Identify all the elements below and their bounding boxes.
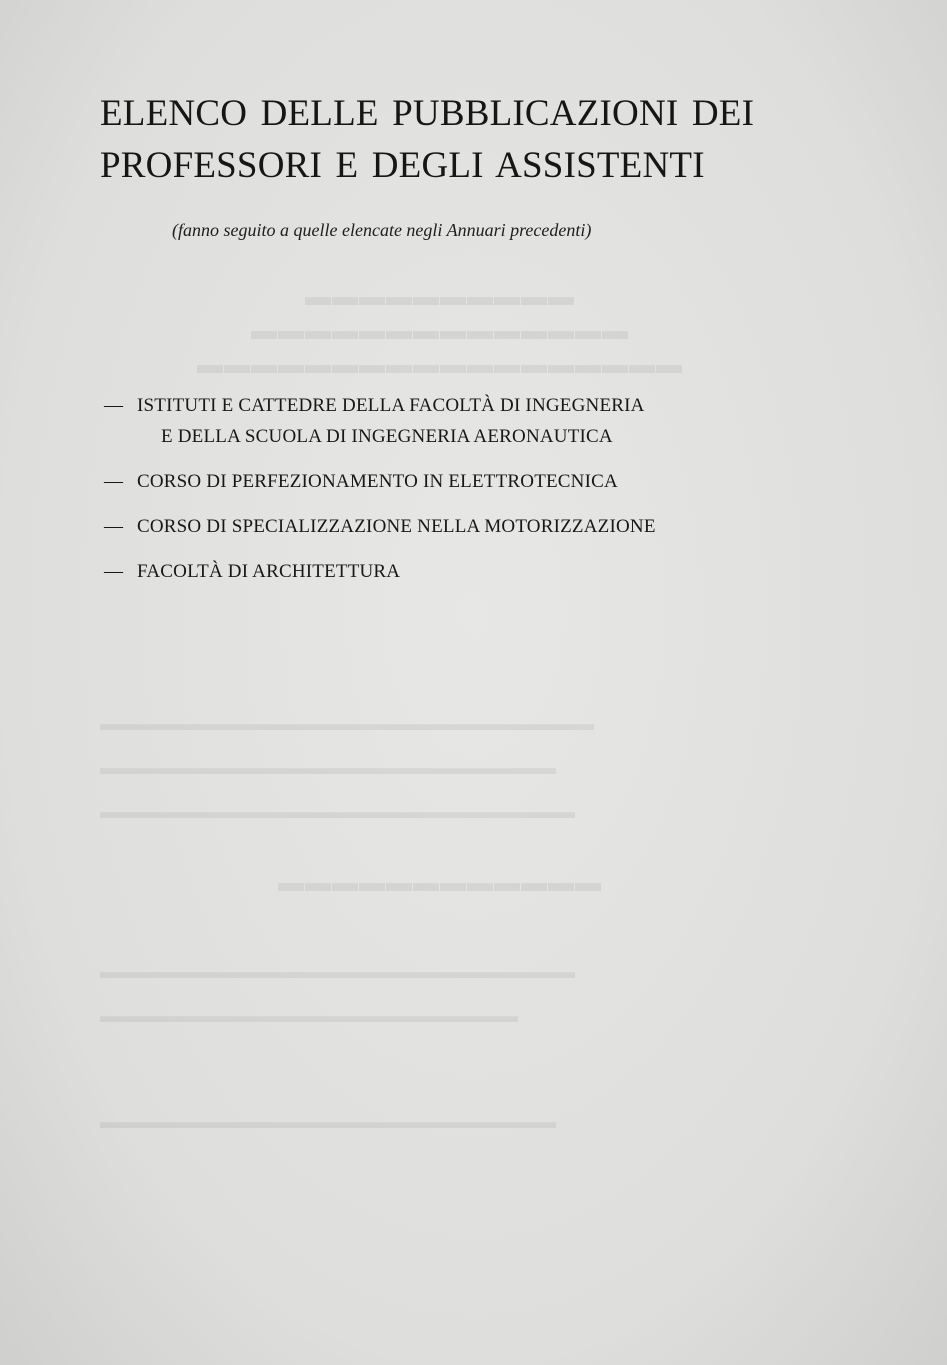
dash-marker: —: [104, 516, 124, 537]
page-title: [100, 88, 780, 192]
show-through-texture: ▬▬▬▬▬▬▬▬▬▬ ▬▬▬▬▬▬▬▬▬▬▬▬▬▬ ▬▬▬▬▬▬▬▬▬▬▬▬▬▬▬▬▬▬ ▬▬▬▬▬▬▬▬▬▬▬▬▬▬▬▬▬▬▬▬▬▬▬▬▬▬ ▬▬▬▬▬▬▬▬▬▬▬▬▬▬▬▬▬▬▬▬▬▬▬▬ ▬▬▬▬▬▬▬▬▬▬▬▬▬▬▬▬▬▬▬▬▬▬▬▬▬ ▬▬▬▬▬▬▬▬▬▬▬▬ ▬▬▬▬▬▬▬▬▬▬▬▬▬▬▬▬▬▬▬▬▬▬▬▬▬ ▬▬▬▬▬▬▬▬▬▬▬▬▬▬▬▬▬▬▬▬▬▬ ▬▬▬▬▬▬▬▬▬▬▬▬▬▬▬▬▬▬▬▬▬▬▬▬: [100, 282, 683, 1133]
section-item-label: CORSO DI PERFEZIONAMENTO IN ELETTROTECNICA: [137, 471, 618, 492]
dash-marker: —: [104, 395, 124, 416]
section-item-label: FACOLTÀ DI ARCHITETTURA: [137, 561, 401, 582]
section-item-facolta-architettura: [104, 556, 784, 587]
section-list: [104, 390, 784, 601]
section-item-label: ISTITUTI E CATTEDRE DELLA FACOLTÀ DI INGEGNERIA: [137, 395, 645, 416]
section-item-label: CORSO DI SPECIALIZZAZIONE NELLA MOTORIZZAZIONE: [137, 516, 656, 537]
page-title-line-1: ELENCO DELLE PUBBLICAZIONI DEI: [100, 93, 755, 134]
page-title-line-2: PROFESSORI E DEGLI ASSISTENTI: [100, 145, 705, 186]
page-subtitle: (fanno seguito a quelle elencate negli Annuari precedenti): [172, 220, 592, 240]
dash-marker: —: [104, 561, 124, 582]
section-item-label-continued: E DELLA SCUOLA DI INGEGNERIA AERONAUTICA: [161, 426, 613, 447]
section-item-corso-perfezionamento: [104, 466, 784, 497]
section-item-istituti-e-cattedre: [104, 390, 784, 452]
section-item-corso-specializzazione: [104, 511, 784, 542]
dash-marker: —: [104, 471, 124, 492]
